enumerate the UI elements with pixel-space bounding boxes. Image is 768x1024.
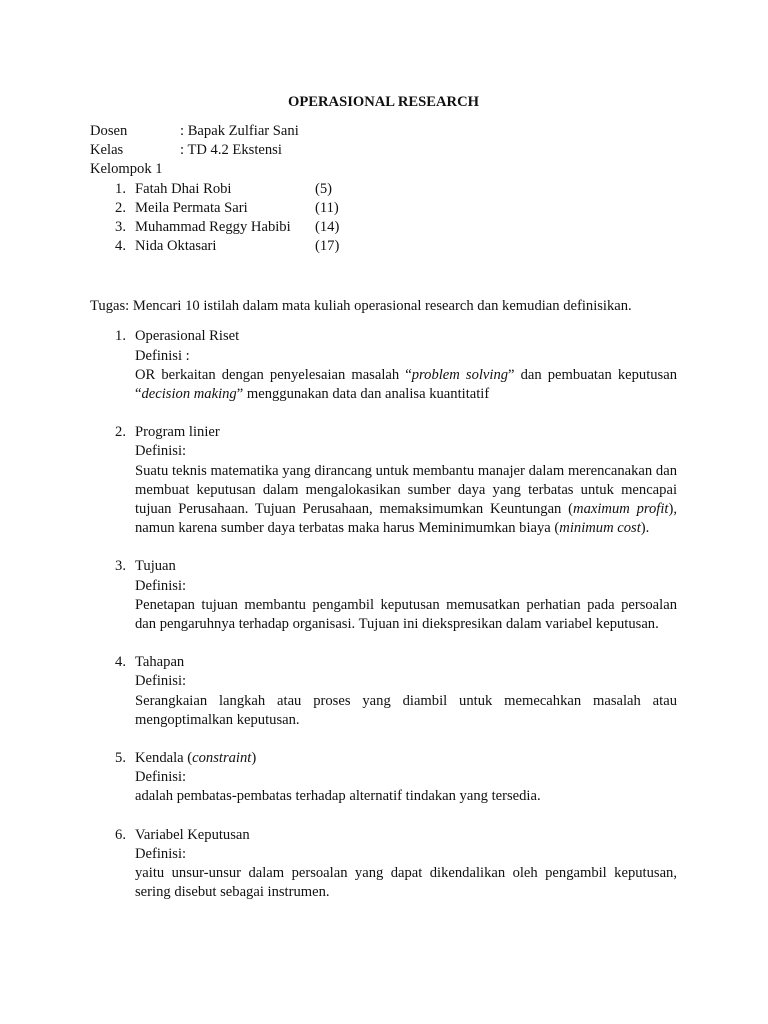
term-item (90, 327, 677, 404)
text-run: ), namun karena sumber daya terbatas maka harus Meminimumkan biaya ( (135, 500, 677, 537)
task-statement: Tugas: Mencari 10 istilah dalam mata kuliah operasional research dan kemudian definisikan. (90, 298, 632, 315)
term-number: 6. (115, 826, 126, 843)
definition-label: Definisi: (135, 845, 187, 862)
definition-text (135, 692, 677, 730)
italic-term: maximum profit (573, 500, 669, 517)
term-title: Tahapan (135, 654, 185, 671)
member-code: (17) (315, 238, 340, 255)
definition-label: Definisi : (135, 347, 190, 364)
info-row-kelas (90, 141, 677, 160)
info-label: Dosen (90, 123, 128, 139)
term-item (90, 826, 677, 903)
definition-text (135, 366, 677, 404)
term-title: Tujuan (135, 558, 176, 575)
term-number: 2. (115, 424, 126, 441)
term-number: 5. (115, 749, 126, 766)
term-item (90, 749, 677, 807)
definition-label: Definisi: (135, 673, 187, 690)
term-title: Variabel Keputusan (135, 826, 250, 843)
member-code: (14) (315, 218, 340, 235)
term-title: Program linier (135, 424, 220, 441)
list-item (90, 199, 677, 218)
list-item (90, 180, 677, 199)
italic-term: decision making (141, 385, 237, 402)
text-run: ) (251, 749, 257, 766)
member-list (90, 180, 677, 257)
member-name: Fatah Dhai Robi (135, 180, 232, 197)
text-run: Kendala ( (135, 749, 193, 766)
term-title: Operasional Riset (135, 328, 240, 345)
definition-text (135, 462, 677, 539)
member-number: 4. (115, 238, 126, 255)
term-number: 3. (115, 558, 126, 575)
member-code: (11) (315, 199, 339, 216)
term-list (90, 327, 677, 902)
text-run: ” dan pembuatan keputusan “ (135, 366, 678, 402)
member-number: 1. (115, 180, 126, 197)
definition-label: Definisi: (135, 769, 187, 786)
text-run: ). (640, 520, 650, 537)
document-page (90, 93, 677, 921)
group-label: Kelompok 1 (90, 161, 163, 178)
text-run: Penetapan tujuan membantu pengambil keputusan memusatkan perhatian pada persoalan dan pengaruhnya terhadap organisasi. Tujuan ini diekspresikan dalam variabel keputusan. (135, 596, 677, 632)
definition-label: Definisi: (135, 577, 187, 594)
term-title (135, 749, 677, 768)
term-item (90, 653, 677, 730)
info-row-dosen (90, 122, 677, 141)
text-run: Suatu teknis matematika yang dirancang untuk membantu manajer dalam merencanakan dan membuat keputusan dalam mengalokasikan sumber daya yang terbatas untuk mencapai tujuan Perusahaan. Tujuan Perusahaan, memaksimumkan Keuntungan ( (135, 462, 677, 517)
italic-term: minimum cost (559, 520, 641, 537)
list-item (90, 237, 677, 256)
member-number: 3. (115, 218, 126, 235)
member-number: 2. (115, 199, 126, 216)
text-run: Serangkaian langkah atau proses yang diambil untuk memecahkan masalah atau mengoptimalkan keputusan. (135, 692, 677, 728)
definition-text (135, 864, 677, 902)
italic-term: problem solving (411, 366, 509, 383)
member-name: Nida Oktasari (135, 238, 217, 255)
list-item (90, 218, 677, 237)
page-title: OPERASIONAL RESEARCH (288, 94, 479, 110)
info-value: : TD 4.2 Ekstensi (180, 142, 282, 159)
term-item (90, 423, 677, 538)
text-run: OR berkaitan dengan penyelesaian masalah “ (135, 366, 412, 383)
text-run: adalah pembatas-pembatas terhadap alternatif tindakan yang tersedia. (135, 788, 541, 805)
info-label: Kelas (90, 142, 124, 159)
definition-text (135, 596, 677, 634)
text-run: ” menggunakan data dan analisa kuantitatif (236, 385, 490, 402)
text-run: yaitu unsur-unsur dalam persoalan yang dapat dikendalikan oleh pengambil keputusan, sering disebut sebagai instrumen. (135, 864, 677, 901)
member-name: Meila Permata Sari (135, 199, 248, 216)
member-code: (5) (315, 180, 333, 197)
term-number: 4. (115, 654, 126, 671)
info-value: : Bapak Zulfiar Sani (180, 123, 299, 139)
term-item (90, 557, 677, 634)
term-number: 1. (115, 328, 126, 345)
italic-term: constraint (192, 749, 252, 766)
definition-label: Definisi: (135, 443, 187, 460)
definition-text (135, 787, 677, 806)
member-name: Muhammad Reggy Habibi (135, 218, 291, 235)
